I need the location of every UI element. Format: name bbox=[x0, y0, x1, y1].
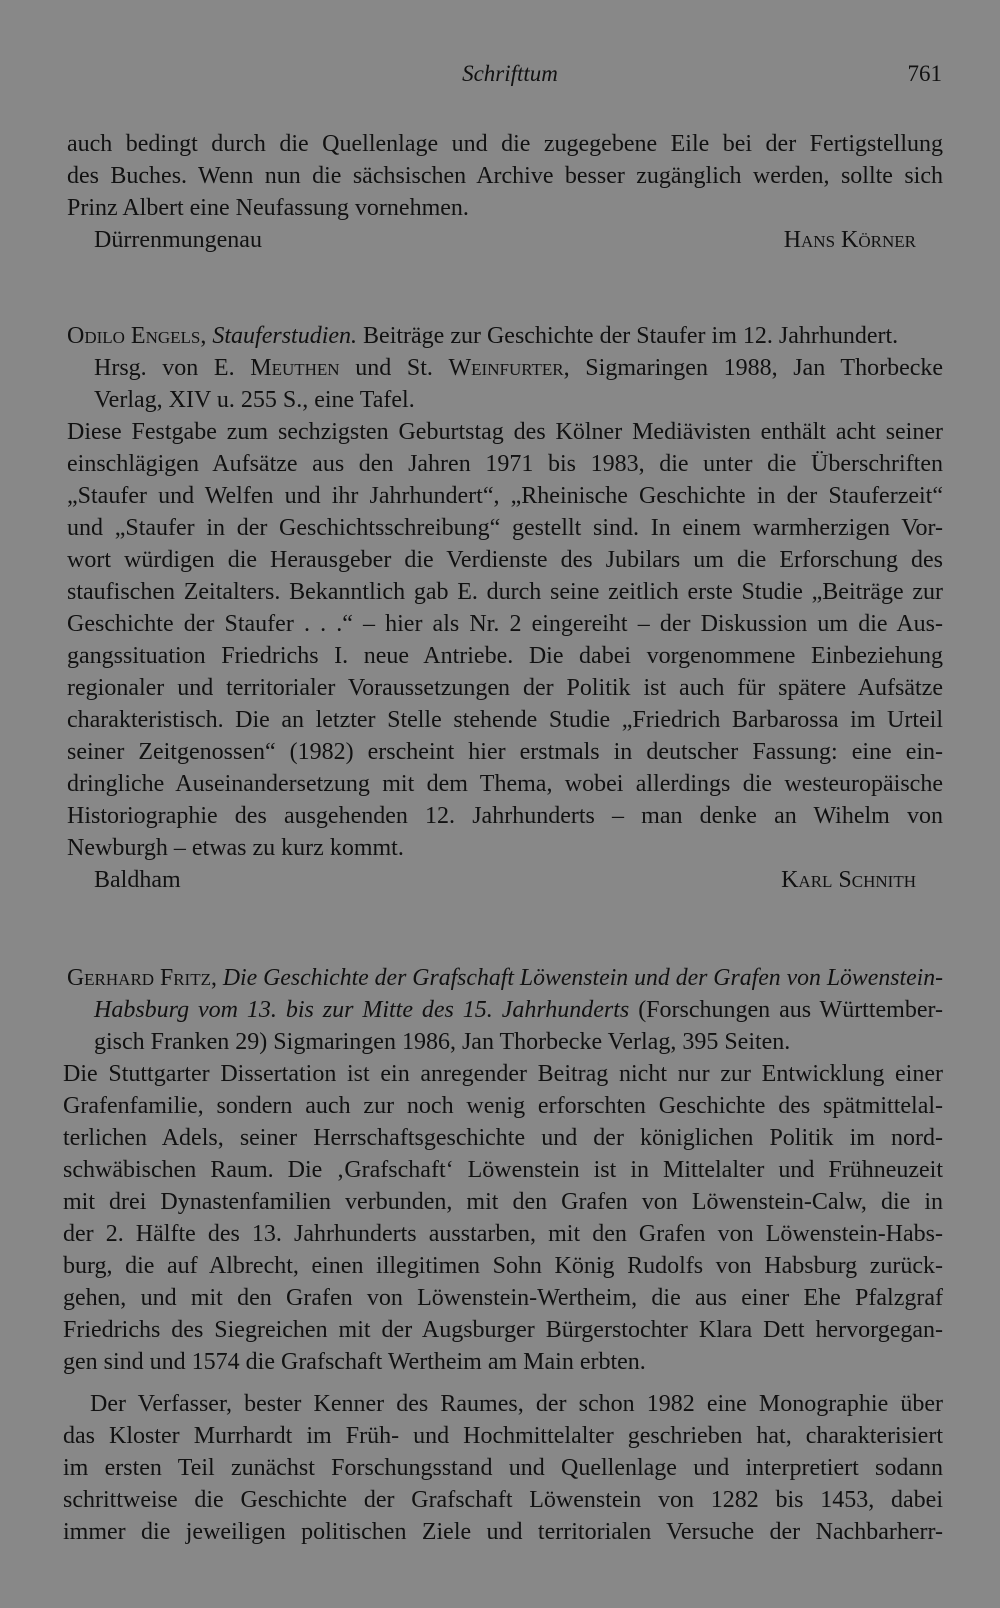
review2-citation-publisher: Sigmaringen 1988, Jan Thorbecke bbox=[585, 355, 944, 381]
review2-citation-title: Stauferstudien. bbox=[212, 323, 358, 349]
review1-line-2: des Buches. Wenn nun die sächsischen Archive besser zugänglich werden, sollte sich bbox=[67, 163, 943, 189]
review1-signature-author: Hans Körner bbox=[783, 227, 916, 253]
review2-body-line-9: regionaler und territorialer Voraussetzungen der Politik ist auch für spätere Aufsätze bbox=[67, 675, 943, 701]
review2-citation-author: Odilo Engels, bbox=[67, 323, 207, 349]
review3-body-line-8: gehen, und mit den Grafen von Löwenstein-Wertheim, die aus einer Ehe Pfalzgraf bbox=[63, 1285, 943, 1311]
review3-citation-author: Gerhard Fritz, bbox=[67, 965, 217, 991]
review2-body-line-14: Newburgh – etwas zu kurz kommt. bbox=[67, 835, 404, 861]
review3-body-line-15: immer die jeweiligen politischen Ziele und territorialen Versuche der Nachbarherr- bbox=[63, 1519, 943, 1545]
review2-signature-place: Baldham bbox=[94, 867, 181, 893]
review3-body-line-5: mit drei Dynastenfamilien verbunden, mit den Grafen von Löwenstein-Calw, die in bbox=[63, 1189, 943, 1215]
review3-body-line-2: Grafenfamilie, sondern auch zur noch wenig erforschten Geschichte des spätmittelal- bbox=[63, 1093, 943, 1119]
review2-citation-editors-join: und St. bbox=[355, 355, 433, 381]
review2-body-line-8: gangssituation Friedrichs I. neue Antriebe. Die dabei vorgenommene Einbeziehung bbox=[67, 643, 943, 669]
review2-body-line-10: charakteristisch. Die an letzter Stelle stehende Studie „Friedrich Barbarossa im Urteil bbox=[67, 707, 943, 733]
review3-citation-series: (Forschungen aus Württember- bbox=[638, 997, 943, 1023]
review1-line-1: auch bedingt durch die Quellenlage und die zugegebene Eile bei der Fertigstellung bbox=[67, 131, 943, 157]
review2-citation-line-3: Verlag, XIV u. 255 S., eine Tafel. bbox=[94, 387, 415, 413]
review3-body-line-10: gen sind und 1574 die Grafschaft Wertheim am Main erbten. bbox=[63, 1349, 646, 1375]
running-header-title: Schrifttum bbox=[462, 61, 558, 86]
review2-signature-author: Karl Schnith bbox=[781, 867, 916, 893]
review3-body-line-9: Friedrichs des Siegreichen mit der Augsburger Bürgerstochter Klara Dett hervorgegan- bbox=[63, 1317, 943, 1343]
review2-body-line-12: dringliche Auseinandersetzung mit dem Thema, wobei allerdings die westeuropäische bbox=[67, 771, 943, 797]
review2-citation-line-1 bbox=[67, 320, 898, 352]
review3-citation-line-3: gisch Franken 29) Sigmaringen 1986, Jan Thorbecke Verlag, 395 Seiten. bbox=[94, 1029, 791, 1055]
review2-body-line-4: und „Staufer in der Geschichtsschreibung“ gestellt sind. In einem warmherzigen Vor- bbox=[67, 515, 943, 541]
review2-citation-line-2 bbox=[94, 352, 943, 384]
review2-body-line-3: „Staufer und Welfen und ihr Jahrhundert“, „Rheinische Geschichte in der Stauferzeit“ bbox=[67, 483, 943, 509]
review3-body-line-11: Der Verfasser, bester Kenner des Raumes, der schon 1982 eine Monographie über bbox=[90, 1391, 943, 1417]
review3-body-line-14: schrittweise die Geschichte der Grafschaft Löwenstein von 1282 bis 1453, dabei bbox=[63, 1487, 943, 1513]
review2-citation-subtitle: Beiträge zur Geschichte der Staufer im 12. Jahrhundert. bbox=[363, 323, 899, 349]
review2-citation-editor-1: Meuthen bbox=[250, 355, 340, 381]
review3-citation-title-part-2: Habsburg vom 13. bis zur Mitte des 15. Jahrhunderts bbox=[94, 997, 630, 1023]
review2-body-line-13: Historiographie des ausgehenden 12. Jahrhunderts – man denke an Wihelm von bbox=[67, 803, 943, 829]
review2-citation-editors-prefix: Hrsg. von E. bbox=[94, 355, 235, 381]
review3-body-line-6: der 2. Hälfte des 13. Jahrhunderts ausstarben, mit den Grafen von Löwenstein-Habs- bbox=[63, 1221, 943, 1247]
review3-body-line-4: schwäbischen Raum. Die ‚Grafschaft‘ Löwenstein ist in Mittelalter und Frühneuzeit bbox=[63, 1157, 943, 1183]
review3-body-line-3: terlichen Adels, seiner Herrschaftsgeschichte und der königlichen Politik im nord- bbox=[63, 1125, 943, 1151]
review3-body-line-1: Die Stuttgarter Dissertation ist ein anregender Beitrag nicht nur zur Entwicklung einer bbox=[63, 1061, 943, 1087]
review3-body-line-7: burg, die auf Albrecht, einen illegitimen Sohn König Rudolfs von Habsburg zurück- bbox=[63, 1253, 943, 1279]
review2-citation-editor-2: Weinfurter, bbox=[448, 355, 570, 381]
review2-body-line-1: Diese Festgabe zum sechzigsten Geburtstag des Kölner Mediävisten enthält acht seiner bbox=[67, 419, 943, 445]
review2-body-line-5: wort würdigen die Herausgeber die Verdienste des Jubilars um die Erforschung des bbox=[67, 547, 943, 573]
review1-signature-place: Dürrenmungenau bbox=[94, 227, 262, 253]
review3-body-line-12: das Kloster Murrhardt im Früh- und Hochmittelalter geschrieben hat, charakterisiert bbox=[63, 1423, 943, 1449]
page-number: 761 bbox=[907, 61, 942, 86]
review3-citation-line-2 bbox=[94, 994, 943, 1026]
review2-body-line-6: staufischen Zeitalters. Bekanntlich gab E. durch seine zeitlich erste Studie „Beiträge zur bbox=[67, 579, 943, 605]
review2-body-line-7: Geschichte der Staufer . . .“ – hier als Nr. 2 eingereiht – der Diskussion um die Aus- bbox=[67, 611, 943, 637]
review3-citation-line-1 bbox=[67, 962, 943, 994]
review3-citation-title-part-1: Die Geschichte der Grafschaft Löwenstein und der Grafen von Löwenstein- bbox=[222, 965, 944, 991]
review2-body-line-11: seiner Zeitgenossen“ (1982) erscheint hier erstmals in deutscher Fassung: eine ein- bbox=[67, 739, 943, 765]
review1-line-3: Prinz Albert eine Neufassung vornehmen. bbox=[67, 195, 469, 221]
review2-body-line-2: einschlägigen Aufsätze aus den Jahren 1971 bis 1983, die unter die Überschriften bbox=[67, 451, 943, 477]
review3-body-line-13: im ersten Teil zunächst Forschungsstand und Quellenlage und interpretiert sodann bbox=[63, 1455, 943, 1481]
